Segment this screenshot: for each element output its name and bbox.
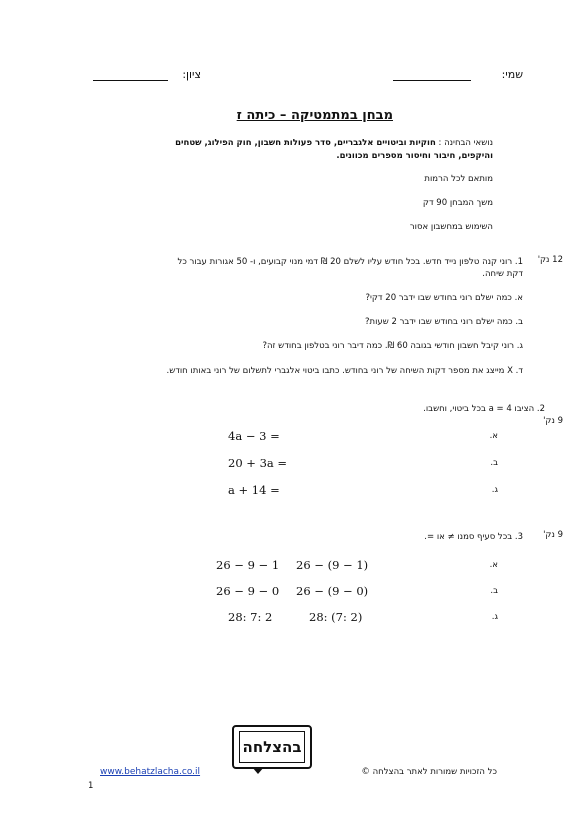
info-calculator: השימוש במחשבון אסור: [409, 222, 493, 232]
q3-right-a: 26 − (9 − 1): [296, 558, 369, 572]
subjects-line1: חוקיות וביטויים אלגבריים, סדר פעולות חשבון, חוק הפילוג, שטחים: [175, 138, 436, 148]
grade-label: ציון:: [182, 68, 201, 81]
q2-letter-c: ג.: [491, 485, 498, 495]
name-field[interactable]: [393, 80, 471, 81]
q2-expr-c: a + 14 =: [228, 483, 280, 497]
info-level: מותאם לכל הרמות: [424, 174, 493, 184]
behatzlacha-logo: [232, 725, 312, 769]
q3-points: 9 נק': [543, 530, 563, 540]
exam-subjects: [83, 138, 493, 161]
q1-item-d: ד. X מייצג את מספר דקות השיחה של רוני בחודש. כתבו ביטוי אלגברי לתשלום של רוני באותו חודש.: [166, 366, 523, 376]
site-link[interactable]: www.behatzlacha.co.il: [100, 767, 201, 777]
q2-expr-b: 20 + 3a =: [228, 456, 288, 470]
q1-item-c: ג. רוני קיבל חשבון חודשי בגובה 60 ₪. כמה דיבר רוני בטלפון בחודש זה?: [262, 341, 523, 351]
q1-points: 12 נק': [537, 255, 563, 265]
q3-right-c: 28: (7: 2): [309, 610, 363, 624]
info-duration: משך המבחן 90 דק: [422, 198, 493, 208]
copyright-text: כל הזכויות שמורות לאתר בהצלחה ©: [361, 767, 497, 777]
page-number: 1: [88, 781, 94, 791]
q1-item-a: א. כמה ישלם רוני בחודש שבו ידבר 20 דקי?: [365, 293, 523, 303]
q3-left-a: 26 − 9 − 1: [216, 558, 280, 572]
q3-letter-b: ב.: [490, 586, 498, 596]
q2-text: 2. הציבו 4 = a בכל ביטוי, וחשבו.: [423, 404, 545, 414]
grade-field[interactable]: [93, 80, 168, 81]
q3-text: 3. בכל סעיף סמנו ≠ או =.: [424, 532, 523, 542]
q1-line2: דקת שיחה.: [482, 269, 523, 279]
q3-right-b: 26 − (9 − 0): [296, 584, 369, 598]
subjects-label: נושאי הבחינה :: [438, 138, 493, 148]
logo-tail-icon: [252, 767, 264, 774]
q2-letter-a: א.: [489, 431, 498, 441]
q3-left-b: 26 − 9 − 0: [216, 584, 280, 598]
q2-expr-a: 4a − 3 =: [228, 429, 280, 443]
q2-points: 9 נק': [543, 416, 563, 426]
q3-letter-c: ג.: [491, 612, 498, 622]
q1-line1: 1. רוני קנה טלפון נייד חדש. בכל חודש עליו לשלם 20 ₪ דמי מנוי קבועים, ו- 50 אגורות עבור כל: [177, 257, 523, 267]
logo-text: בהצלחה: [239, 731, 305, 763]
q3-letter-a: א.: [489, 560, 498, 570]
q1-text: [63, 257, 523, 279]
q2-letter-b: ב.: [490, 458, 498, 468]
name-label: שמי:: [501, 68, 523, 81]
page-title: מבחן במתמטיקה – כיתה ז: [236, 108, 393, 123]
q3-left-c: 28: 7: 2: [228, 610, 273, 624]
q1-item-b: ב. כמה ישלם רוני בחודש שבו ידבר 2 שעות?: [364, 317, 523, 327]
subjects-line2: והיקפים, חיבור וחיסור מספרים מכוונים.: [336, 151, 493, 161]
